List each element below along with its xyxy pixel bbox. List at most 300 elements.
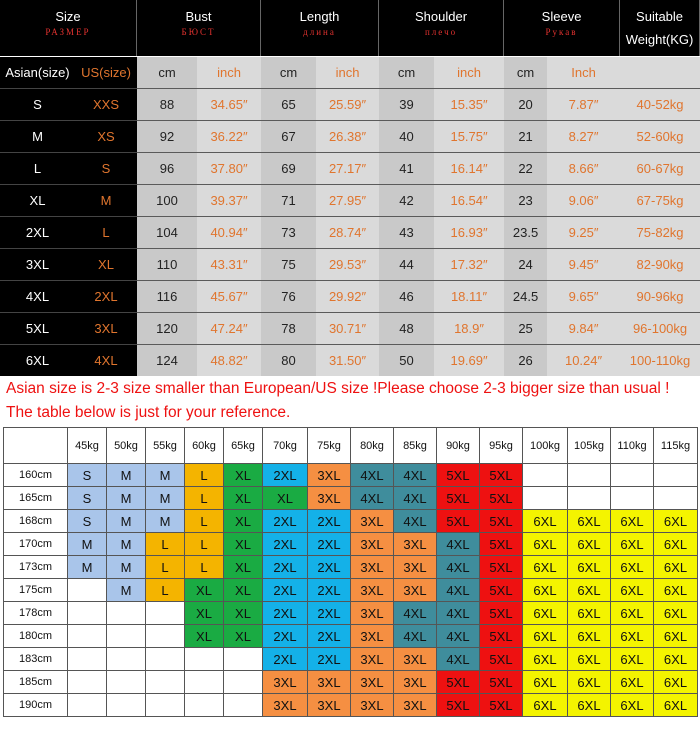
grid-size-cell: 3XL [351, 671, 394, 694]
grid-size-cell [654, 464, 698, 487]
grid-size-cell: 2XL [263, 464, 308, 487]
grid-size-cell: L [185, 556, 224, 579]
grid-size-cell: 4XL [437, 533, 480, 556]
grid-size-cell [107, 671, 146, 694]
grid-size-cell [146, 648, 185, 671]
header-row [0, 0, 700, 56]
grid-size-cell: 3XL [308, 487, 351, 510]
cell-shoulder-cm: 42 [379, 184, 434, 216]
unit-bust-inch: inch [197, 56, 261, 88]
cell-sleeve-inch: 10.24″ [547, 344, 620, 376]
grid-size-cell [224, 671, 263, 694]
cell-suitable-weight: 60-67kg [620, 152, 700, 184]
unit-row [0, 56, 700, 88]
size-row [0, 280, 700, 312]
cell-bust-cm: 92 [137, 120, 197, 152]
grid-size-cell: 6XL [568, 510, 611, 533]
grid-size-cell: 6XL [611, 579, 654, 602]
cell-asian-size: 4XL [0, 280, 75, 312]
grid-size-cell: XL [224, 533, 263, 556]
grid-size-cell: 4XL [394, 464, 437, 487]
cell-suitable-weight: 75-82kg [620, 216, 700, 248]
grid-size-cell: 2XL [308, 533, 351, 556]
size-row [0, 312, 700, 344]
grid-size-cell [107, 625, 146, 648]
grid-size-cell: 3XL [308, 694, 351, 717]
cell-sleeve-cm: 21 [504, 120, 547, 152]
reference-note: The table below is just for your reference. [6, 404, 291, 421]
grid-size-cell: 5XL [480, 510, 523, 533]
grid-row [4, 533, 698, 556]
header-size-label: Size [55, 9, 81, 24]
grid-size-cell: L [185, 487, 224, 510]
grid-size-cell [185, 671, 224, 694]
grid-height-label: 175cm [4, 579, 68, 602]
cell-length-inch: 26.38″ [316, 120, 379, 152]
cell-suitable-weight: 67-75kg [620, 184, 700, 216]
cell-sleeve-inch: 7.87″ [547, 88, 620, 120]
cell-sleeve-inch: 8.27″ [547, 120, 620, 152]
grid-size-cell: 6XL [611, 625, 654, 648]
grid-size-cell: XL [224, 487, 263, 510]
grid-corner-cell [4, 428, 68, 464]
grid-size-cell: 5XL [480, 579, 523, 602]
grid-size-cell: XL [263, 487, 308, 510]
grid-size-cell: 3XL [351, 556, 394, 579]
cell-length-cm: 78 [261, 312, 316, 344]
grid-size-cell: M [146, 464, 185, 487]
size-row [0, 248, 700, 280]
grid-height-label: 160cm [4, 464, 68, 487]
grid-size-cell: L [185, 510, 224, 533]
grid-size-cell: S [68, 464, 107, 487]
header-bust-sub: БЮСТ [181, 27, 216, 37]
grid-size-cell: XL [185, 602, 224, 625]
header-sleeve-sub: Рукав [545, 27, 578, 37]
header-weight-line2: Weight(KG) [625, 32, 694, 47]
cell-us-size: L [75, 216, 137, 248]
cell-bust-cm: 120 [137, 312, 197, 344]
grid-size-cell: 2XL [263, 602, 308, 625]
grid-height-label: 185cm [4, 671, 68, 694]
header-shoulder-sub: плечо [424, 27, 458, 37]
grid-size-cell: 6XL [654, 579, 698, 602]
grid-size-cell: 6XL [654, 625, 698, 648]
cell-sleeve-cm: 23.5 [504, 216, 547, 248]
grid-size-cell [68, 579, 107, 602]
cell-bust-inch: 34.65″ [197, 88, 261, 120]
cell-bust-cm: 116 [137, 280, 197, 312]
cell-bust-cm: 104 [137, 216, 197, 248]
grid-size-cell: S [68, 510, 107, 533]
cell-sleeve-inch: 9.25″ [547, 216, 620, 248]
cell-bust-inch: 43.31″ [197, 248, 261, 280]
grid-size-cell: 6XL [523, 510, 568, 533]
unit-weight [620, 56, 700, 88]
grid-size-cell: M [146, 487, 185, 510]
grid-weight-header: 55kg [146, 428, 185, 464]
grid-weight-header: 95kg [480, 428, 523, 464]
grid-rows [4, 428, 698, 717]
cell-shoulder-inch: 18.9″ [434, 312, 504, 344]
grid-size-cell: 6XL [611, 602, 654, 625]
grid-size-cell [523, 464, 568, 487]
grid-row [4, 556, 698, 579]
grid-size-cell [146, 694, 185, 717]
header-length-sub: длина [303, 27, 336, 37]
cell-sleeve-cm: 26 [504, 344, 547, 376]
grid-size-cell: 5XL [480, 694, 523, 717]
grid-size-cell [568, 487, 611, 510]
grid-size-cell: 6XL [523, 533, 568, 556]
header-bust [137, 0, 261, 56]
grid-size-cell: 2XL [263, 556, 308, 579]
grid-size-cell: 6XL [523, 694, 568, 717]
grid-row [4, 648, 698, 671]
grid-size-cell: L [146, 579, 185, 602]
grid-size-cell: 5XL [480, 464, 523, 487]
grid-weight-header: 80kg [351, 428, 394, 464]
grid-header-row [4, 428, 698, 464]
cell-bust-inch: 47.24″ [197, 312, 261, 344]
grid-size-cell: 4XL [394, 625, 437, 648]
grid-height-label: 165cm [4, 487, 68, 510]
grid-size-cell [568, 464, 611, 487]
size-row [0, 184, 700, 216]
grid-size-cell: 4XL [351, 464, 394, 487]
grid-size-cell: 3XL [394, 556, 437, 579]
grid-size-cell [611, 487, 654, 510]
grid-size-cell [185, 694, 224, 717]
grid-size-cell: 3XL [394, 694, 437, 717]
grid-size-cell: M [107, 464, 146, 487]
cell-length-cm: 67 [261, 120, 316, 152]
grid-size-cell: 3XL [394, 671, 437, 694]
header-length-label: Length [299, 9, 340, 24]
grid-weight-header: 65kg [224, 428, 263, 464]
grid-size-cell: 4XL [394, 602, 437, 625]
grid-size-cell: 6XL [568, 579, 611, 602]
grid-height-label: 168cm [4, 510, 68, 533]
grid-size-cell: 3XL [394, 648, 437, 671]
grid-size-cell: 3XL [394, 533, 437, 556]
grid-size-cell: 3XL [351, 579, 394, 602]
grid-row [4, 510, 698, 533]
cell-suitable-weight: 52-60kg [620, 120, 700, 152]
cell-us-size: S [75, 152, 137, 184]
grid-size-cell: 6XL [568, 671, 611, 694]
header-bust-label: Bust [185, 9, 212, 24]
grid-size-cell: 6XL [654, 648, 698, 671]
grid-size-cell: 3XL [263, 694, 308, 717]
grid-height-label: 183cm [4, 648, 68, 671]
cell-bust-inch: 45.67″ [197, 280, 261, 312]
cell-shoulder-inch: 15.75″ [434, 120, 504, 152]
grid-size-cell: 5XL [437, 464, 480, 487]
grid-weight-header: 70kg [263, 428, 308, 464]
cell-us-size: XS [75, 120, 137, 152]
cell-suitable-weight: 90-96kg [620, 280, 700, 312]
grid-size-cell [611, 464, 654, 487]
cell-asian-size: 6XL [0, 344, 75, 376]
grid-size-cell: 2XL [308, 556, 351, 579]
cell-shoulder-inch: 19.69″ [434, 344, 504, 376]
grid-size-cell: M [107, 556, 146, 579]
cell-length-cm: 80 [261, 344, 316, 376]
grid-size-cell: 6XL [523, 625, 568, 648]
grid-height-label: 180cm [4, 625, 68, 648]
grid-weight-header: 45kg [68, 428, 107, 464]
grid-size-cell: 3XL [351, 694, 394, 717]
grid-row [4, 602, 698, 625]
grid-size-cell: 6XL [611, 533, 654, 556]
cell-shoulder-inch: 15.35″ [434, 88, 504, 120]
grid-size-cell: 2XL [308, 648, 351, 671]
grid-size-cell: XL [224, 579, 263, 602]
asian-size-warning: Asian size is 2-3 size smaller than European/US size !Please choose 2-3 bigger size than usual ! [6, 380, 670, 397]
cell-shoulder-inch: 16.54″ [434, 184, 504, 216]
grid-size-cell: 2XL [308, 602, 351, 625]
cell-asian-size: S [0, 88, 75, 120]
header-shoulder [379, 0, 504, 56]
cell-shoulder-inch: 16.93″ [434, 216, 504, 248]
cell-bust-cm: 88 [137, 88, 197, 120]
grid-size-cell [185, 648, 224, 671]
cell-sleeve-cm: 20 [504, 88, 547, 120]
grid-size-cell: 6XL [654, 510, 698, 533]
grid-size-cell [146, 602, 185, 625]
cell-shoulder-cm: 40 [379, 120, 434, 152]
grid-size-cell [224, 694, 263, 717]
cell-shoulder-cm: 46 [379, 280, 434, 312]
unit-shoulder-inch: inch [434, 56, 504, 88]
cell-suitable-weight: 96-100kg [620, 312, 700, 344]
grid-size-cell: 3XL [308, 464, 351, 487]
cell-us-size: 2XL [75, 280, 137, 312]
grid-size-cell: M [146, 510, 185, 533]
cell-sleeve-cm: 25 [504, 312, 547, 344]
grid-height-label: 178cm [4, 602, 68, 625]
grid-size-cell: M [107, 510, 146, 533]
cell-length-cm: 71 [261, 184, 316, 216]
cell-sleeve-inch: 9.84″ [547, 312, 620, 344]
grid-size-cell: M [68, 533, 107, 556]
cell-shoulder-cm: 41 [379, 152, 434, 184]
grid-size-cell: M [107, 487, 146, 510]
grid-size-cell: 4XL [394, 510, 437, 533]
cell-us-size: M [75, 184, 137, 216]
grid-size-cell: 5XL [480, 602, 523, 625]
cell-bust-cm: 100 [137, 184, 197, 216]
grid-size-cell: 6XL [568, 533, 611, 556]
grid-size-cell: XL [224, 556, 263, 579]
cell-shoulder-cm: 44 [379, 248, 434, 280]
cell-asian-size: 3XL [0, 248, 75, 280]
cell-length-cm: 73 [261, 216, 316, 248]
unit-length-cm: cm [261, 56, 316, 88]
header-size-sub: РАЗМЕР [45, 27, 91, 37]
grid-size-cell: 3XL [394, 579, 437, 602]
grid-size-cell: 4XL [437, 579, 480, 602]
cell-shoulder-cm: 43 [379, 216, 434, 248]
unit-length-inch: inch [316, 56, 379, 88]
cell-length-cm: 76 [261, 280, 316, 312]
grid-size-cell: 6XL [523, 648, 568, 671]
cell-bust-cm: 110 [137, 248, 197, 280]
unit-bust-cm: cm [137, 56, 197, 88]
grid-size-cell: 4XL [437, 648, 480, 671]
grid-row [4, 694, 698, 717]
unit-sleeve-inch: Inch [547, 56, 620, 88]
cell-bust-inch: 36.22″ [197, 120, 261, 152]
grid-size-cell: 6XL [568, 648, 611, 671]
cell-asian-size: 5XL [0, 312, 75, 344]
cell-bust-cm: 124 [137, 344, 197, 376]
cell-length-cm: 69 [261, 152, 316, 184]
grid-height-label: 170cm [4, 533, 68, 556]
grid-size-cell: 4XL [394, 487, 437, 510]
grid-size-cell: 3XL [351, 510, 394, 533]
cell-suitable-weight: 82-90kg [620, 248, 700, 280]
cell-asian-size: L [0, 152, 75, 184]
grid-weight-header: 85kg [394, 428, 437, 464]
cell-sleeve-inch: 8.66″ [547, 152, 620, 184]
grid-size-cell [224, 648, 263, 671]
grid-size-cell: 6XL [654, 602, 698, 625]
grid-size-cell: 6XL [611, 510, 654, 533]
grid-size-cell: 2XL [308, 625, 351, 648]
cell-us-size: 3XL [75, 312, 137, 344]
grid-size-cell: 3XL [351, 648, 394, 671]
grid-size-cell: 6XL [654, 533, 698, 556]
cell-sleeve-cm: 24.5 [504, 280, 547, 312]
grid-size-cell: L [185, 464, 224, 487]
cell-asian-size: 2XL [0, 216, 75, 248]
size-row [0, 216, 700, 248]
grid-size-cell: 6XL [611, 694, 654, 717]
grid-size-cell [68, 694, 107, 717]
cell-asian-size: XL [0, 184, 75, 216]
grid-size-cell: 6XL [611, 556, 654, 579]
cell-shoulder-inch: 16.14″ [434, 152, 504, 184]
cell-suitable-weight: 100-110kg [620, 344, 700, 376]
grid-size-cell: 6XL [568, 694, 611, 717]
grid-size-cell: XL [224, 625, 263, 648]
cell-shoulder-inch: 18.11″ [434, 280, 504, 312]
grid-size-cell: 2XL [263, 579, 308, 602]
grid-size-cell: 5XL [480, 648, 523, 671]
grid-size-cell: 5XL [480, 487, 523, 510]
grid-size-cell: 3XL [308, 671, 351, 694]
cell-length-inch: 29.53″ [316, 248, 379, 280]
grid-size-cell: 6XL [568, 625, 611, 648]
cell-sleeve-inch: 9.06″ [547, 184, 620, 216]
grid-size-cell [68, 648, 107, 671]
unit-sleeve-cm: cm [504, 56, 547, 88]
grid-size-cell: 5XL [437, 510, 480, 533]
grid-row [4, 579, 698, 602]
grid-size-cell: 4XL [351, 487, 394, 510]
size-row [0, 88, 700, 120]
grid-size-cell [146, 625, 185, 648]
cell-shoulder-cm: 48 [379, 312, 434, 344]
grid-size-cell [107, 602, 146, 625]
grid-size-cell: 2XL [308, 579, 351, 602]
grid-size-cell: 2XL [263, 625, 308, 648]
grid-size-cell: 3XL [351, 602, 394, 625]
grid-size-cell: 6XL [523, 671, 568, 694]
grid-size-cell: L [146, 533, 185, 556]
unit-shoulder-cm: cm [379, 56, 434, 88]
grid-size-cell: 4XL [437, 602, 480, 625]
grid-size-cell [68, 602, 107, 625]
cell-bust-inch: 40.94″ [197, 216, 261, 248]
grid-size-cell [68, 671, 107, 694]
grid-size-cell: XL [185, 625, 224, 648]
grid-size-cell [68, 625, 107, 648]
cell-bust-cm: 96 [137, 152, 197, 184]
grid-height-label: 190cm [4, 694, 68, 717]
grid-size-cell: 5XL [437, 694, 480, 717]
header-weight-label: Suitable [636, 9, 684, 24]
grid-size-cell [107, 648, 146, 671]
size-rows [0, 88, 700, 376]
cell-sleeve-cm: 22 [504, 152, 547, 184]
grid-size-cell: 6XL [654, 671, 698, 694]
grid-size-cell: 5XL [480, 671, 523, 694]
grid-size-cell: XL [224, 464, 263, 487]
cell-us-size: 4XL [75, 344, 137, 376]
grid-size-cell [146, 671, 185, 694]
header-length [261, 0, 379, 56]
grid-size-cell: 5XL [480, 625, 523, 648]
grid-height-label: 173cm [4, 556, 68, 579]
grid-size-cell: 6XL [611, 648, 654, 671]
grid-size-cell [107, 694, 146, 717]
cell-shoulder-inch: 17.32″ [434, 248, 504, 280]
grid-size-cell: 4XL [437, 556, 480, 579]
grid-size-cell: 4XL [437, 625, 480, 648]
cell-sleeve-cm: 24 [504, 248, 547, 280]
grid-weight-header: 100kg [523, 428, 568, 464]
grid-row [4, 487, 698, 510]
grid-size-cell: 3XL [263, 671, 308, 694]
grid-size-cell: 5XL [437, 487, 480, 510]
grid-size-cell: 6XL [654, 694, 698, 717]
grid-size-cell: 2XL [263, 648, 308, 671]
cell-length-cm: 65 [261, 88, 316, 120]
grid-size-cell: XL [185, 579, 224, 602]
grid-size-cell [654, 487, 698, 510]
grid-size-cell: 2XL [263, 510, 308, 533]
grid-row [4, 625, 698, 648]
cell-length-inch: 30.71″ [316, 312, 379, 344]
size-row [0, 344, 700, 376]
grid-row [4, 671, 698, 694]
grid-size-cell: L [146, 556, 185, 579]
grid-weight-header: 110kg [611, 428, 654, 464]
cell-length-inch: 31.50″ [316, 344, 379, 376]
grid-size-cell: 5XL [480, 533, 523, 556]
size-row [0, 120, 700, 152]
cell-bust-inch: 48.82″ [197, 344, 261, 376]
grid-size-cell: 6XL [523, 579, 568, 602]
grid-weight-header: 115kg [654, 428, 698, 464]
grid-size-cell: M [68, 556, 107, 579]
cell-suitable-weight: 40-52kg [620, 88, 700, 120]
grid-size-cell: M [107, 579, 146, 602]
grid-weight-header: 75kg [308, 428, 351, 464]
